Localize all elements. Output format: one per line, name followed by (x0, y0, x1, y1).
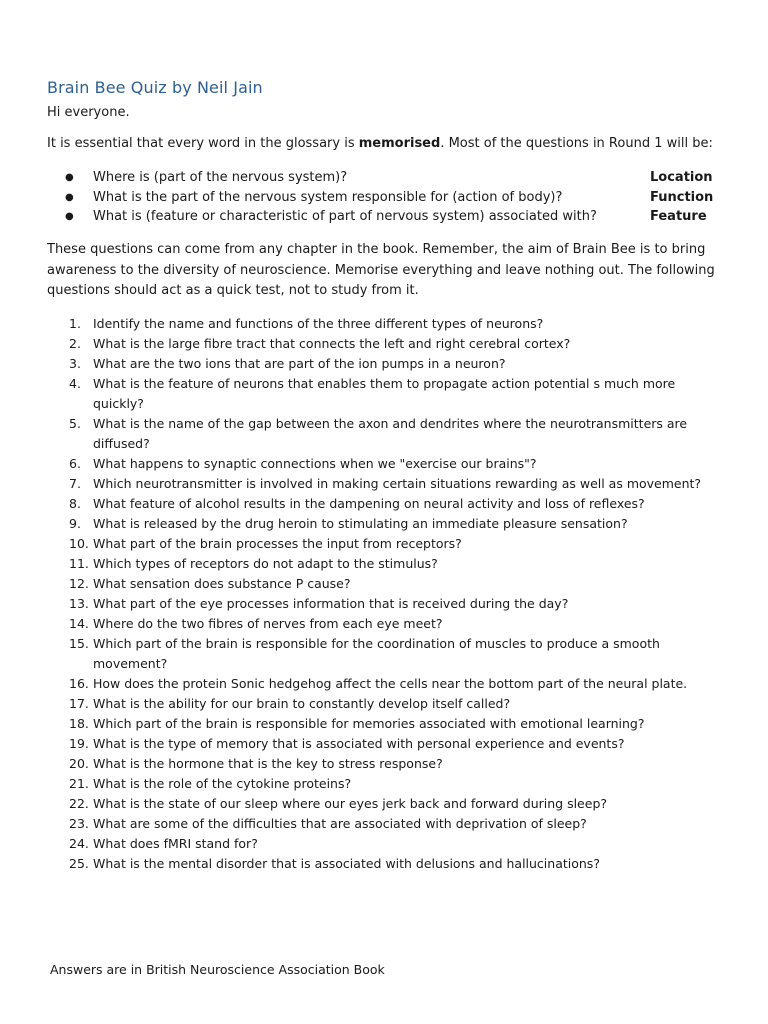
question-item (47, 794, 727, 814)
intro-text-start: It is essential that every word in the glossary is (47, 136, 359, 151)
bullet-text: Where is (part of the nervous system)? (93, 170, 348, 185)
question-item (47, 554, 727, 574)
bullet-item (65, 207, 725, 227)
question-item (47, 314, 727, 334)
question-text: Which part of the brain is responsible for memories associated with emotional learning? (93, 716, 645, 731)
question-number: 3. (69, 356, 81, 371)
question-number: 24. (69, 836, 89, 851)
question-item (47, 854, 727, 874)
question-number: 2. (69, 336, 81, 351)
question-item (47, 334, 727, 354)
question-item (47, 414, 727, 454)
question-number: 13. (69, 596, 89, 611)
question-text: What is the name of the gap between the axon and dendrites where the neurotransmitters are diffused? (93, 416, 688, 451)
bullet-icon: ● (65, 211, 74, 222)
question-number: 5. (69, 416, 81, 431)
question-number: 7. (69, 476, 81, 491)
intro-paragraph (47, 136, 737, 151)
question-text: Identify the name and functions of the three different types of neurons? (93, 316, 544, 331)
question-text: What feature of alcohol results in the dampening on neural activity and loss of reflexes? (93, 496, 645, 511)
question-text: What is the state of our sleep where our eyes jerk back and forward during sleep? (93, 796, 608, 811)
intro-text-end: . Most of the questions in Round 1 will be: (440, 136, 713, 151)
question-item (47, 594, 727, 614)
bullet-item (65, 188, 725, 208)
question-number: 16. (69, 676, 89, 691)
question-number: 9. (69, 516, 81, 531)
question-number: 23. (69, 816, 89, 831)
question-item (47, 634, 727, 674)
question-text: What is the feature of neurons that enables them to propagate action potential s much more quickly? (93, 376, 676, 411)
question-text: What is the mental disorder that is associated with delusions and hallucinations? (93, 856, 600, 871)
question-item (47, 574, 727, 594)
question-text: Which types of receptors do not adapt to the stimulus? (93, 556, 438, 571)
question-text: What is the type of memory that is associated with personal experience and events? (93, 736, 625, 751)
question-number: 20. (69, 756, 89, 771)
question-text: What are some of the difficulties that are associated with deprivation of sleep? (93, 816, 587, 831)
question-item (47, 374, 727, 414)
page-title: Brain Bee Quiz by Neil Jain (47, 78, 263, 97)
question-item (47, 454, 727, 474)
intro-bold-word: memorised (358, 136, 441, 151)
question-text: What is the large fibre tract that connects the left and right cerebral cortex? (93, 336, 571, 351)
bullet-item (65, 168, 725, 188)
question-item (47, 514, 727, 534)
question-item (47, 474, 727, 494)
bullet-category: Location (650, 170, 713, 185)
question-item (47, 714, 727, 734)
question-text: What does fMRI stand for? (93, 836, 258, 851)
question-text: What happens to synaptic connections when we "exercise our brains"? (93, 456, 537, 471)
question-item (47, 814, 727, 834)
question-number: 6. (69, 456, 81, 471)
question-number: 21. (69, 776, 89, 791)
question-item (47, 774, 727, 794)
question-item (47, 614, 727, 634)
question-item (47, 734, 727, 754)
question-text: How does the protein Sonic hedgehog affect the cells near the bottom part of the neural plate. (93, 676, 688, 691)
question-text: What is the role of the cytokine proteins? (93, 776, 352, 791)
question-number: 22. (69, 796, 89, 811)
question-text: What is the ability for our brain to constantly develop itself called? (93, 696, 511, 711)
question-item (47, 494, 727, 514)
question-number: 18. (69, 716, 89, 731)
bullet-text: What is the part of the nervous system responsible for (action of body)? (93, 189, 563, 205)
question-number: 12. (69, 576, 89, 591)
question-item (47, 834, 727, 854)
question-number: 4. (69, 376, 81, 391)
question-text: What are the two ions that are part of the ion pumps in a neuron? (93, 356, 506, 371)
bullet-category: Feature (650, 209, 707, 224)
question-number: 8. (69, 496, 81, 511)
question-text: What part of the eye processes information that is received during the day? (93, 596, 569, 611)
question-number: 14. (69, 616, 89, 631)
question-text: What part of the brain processes the input from receptors? (93, 536, 462, 551)
question-number: 19. (69, 736, 89, 751)
explanation-paragraph: These questions can come from any chapter in the book. Remember, the aim of Brain Bee is to bring awareness to the diversity of neuroscience. Memorise everything and leave nothing out. The following questions should act as a quick test, not to study from it. (47, 242, 715, 298)
bullet-category: Function (650, 189, 714, 205)
question-text: Which neurotransmitter is involved in making certain situations rewarding as well as movement? (93, 476, 702, 491)
greeting-text: Hi everyone. (47, 105, 130, 120)
question-text: Where do the two fibres of nerves from each eye meet? (93, 616, 443, 631)
bullet-icon: ● (65, 191, 74, 203)
question-types-list (65, 168, 725, 227)
question-text: Which part of the brain is responsible for the coordination of muscles to produce a smooth movement? (93, 636, 660, 671)
question-number: 15. (69, 636, 89, 651)
question-number: 10. (69, 536, 89, 551)
footer-note: Answers are in British Neuroscience Association Book (50, 962, 385, 977)
question-item (47, 534, 727, 554)
bullet-text: What is (feature or characteristic of part of nervous system) associated with? (93, 209, 597, 224)
question-item (47, 354, 727, 374)
question-text: What sensation does substance P cause? (93, 576, 351, 591)
question-text: What is released by the drug heroin to stimulating an immediate pleasure sensation? (93, 516, 628, 531)
question-item (47, 694, 727, 714)
question-number: 17. (69, 696, 89, 711)
question-number: 1. (69, 316, 81, 331)
question-number: 11. (69, 556, 89, 571)
question-item (47, 754, 727, 774)
question-number: 25. (69, 856, 89, 871)
question-item (47, 674, 727, 694)
question-text: What is the hormone that is the key to stress response? (93, 756, 443, 771)
questions-list (47, 314, 727, 874)
bullet-icon: ● (65, 172, 74, 183)
